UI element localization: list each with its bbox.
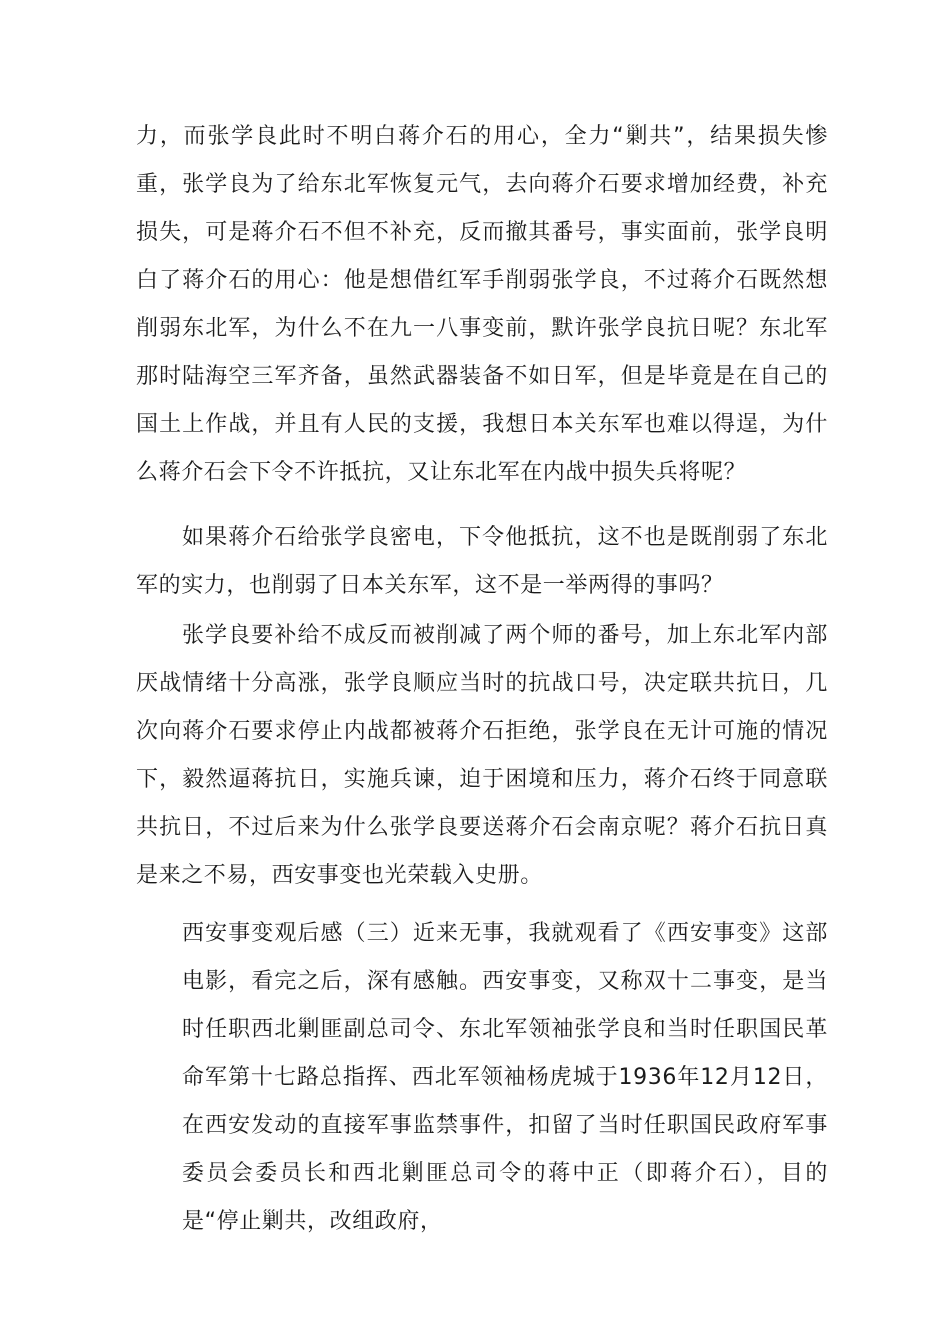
paragraph-3: 张学良要补给不成反而被削减了两个师的番号，加上东北军内部厌战情绪十分高涨，张学良顺应当时的抗战口号，决定联共抗日，几次向蒋介石要求停止内战都被蒋介石拒绝，张学良在无计可施的情况下，毅然逼蒋抗日，实施兵谏，迫于困境和压力，蒋介石终于同意联共抗日，不过后来为什么张学良要送蒋介石会南京呢？蒋介石抗日真是来之不易，西安事变也光荣载入史册。 <box>136 623 828 888</box>
paragraph-1: 力，而张学良此时不明白蒋介石的用心，全力“剿共”，结果损失惨重，张学良为了给东北军恢复元气，去向蒋介石要求增加经费，补充损失，可是蒋介石不但不补充，反而撤其番号，事实面前，张学良明白了蒋介石的用心：他是想借红军手削弱张学良，不过蒋介石既然想削弱东北军，为什么不在九一八事变前，默许张学良抗日呢？东北军那时陆海空三军齐备，虽然武器装备不如日军，但是毕竟是在自己的国土上作战，并且有人民的支援，我想日本关东军也难以得逞，为什么蒋介石会下令不许抵抗，又让东北军在内战中损失兵将呢？ <box>136 124 828 485</box>
paragraph-4: 西安事变观后感（三）近来无事，我就观看了《西安事变》这部电影，看完之后，深有感触。西安事变，又称双十二事变，是当时任职西北剿匪副总司令、东北军领袖张学良和当时任职国民革命军第十七路总指挥、西北军领袖杨虎城于1936年12月12日，在西安发动的直接军事监禁事件，扣留了当时任职国民政府军事委员会委员长和西北剿匪总司令的蒋中正（即蒋介石），目的是“停止剿共，改组政府， <box>182 921 828 1234</box>
paragraph-2: 如果蒋介石给张学良密电，下令他抵抗，这不也是既削弱了东北军的实力，也削弱了日本关东军，这不是一举两得的事吗？ <box>136 525 828 598</box>
